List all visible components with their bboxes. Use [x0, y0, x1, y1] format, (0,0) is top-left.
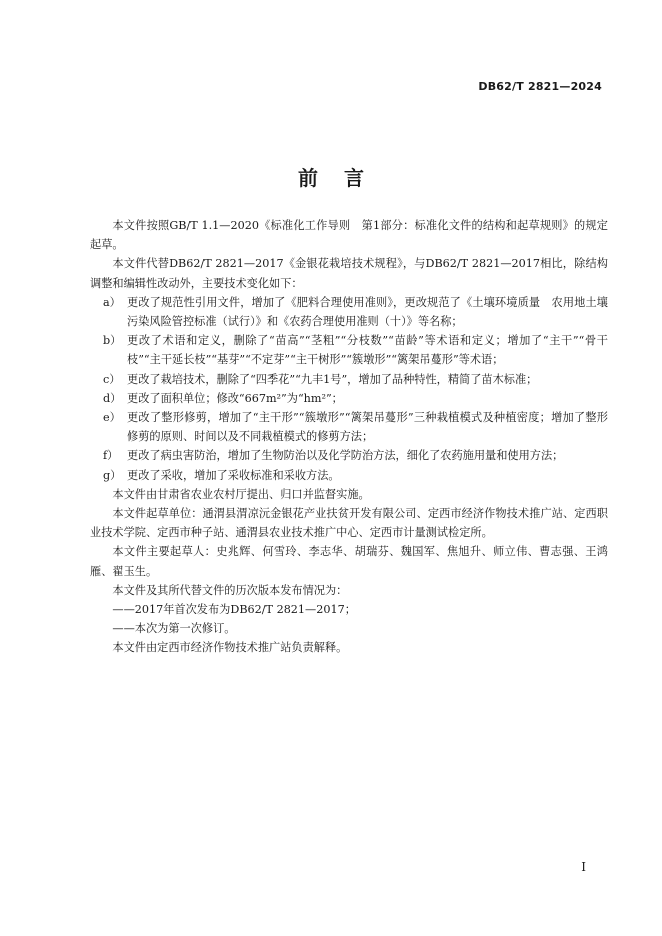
list-item-text: 更改了整形修剪，增加了“主干形”“簇墩形”“篱架吊蔓形”三种栽植模式及种植密度；增加了整形修剪的原则、时间以及不同栽植模式的修剪方法； — [127, 411, 608, 444]
page-number: I — [581, 860, 586, 874]
list-marker: e） — [103, 411, 121, 425]
list-item — [90, 446, 608, 465]
document-body — [90, 216, 608, 658]
list-marker: a） — [103, 295, 121, 309]
list-item — [90, 331, 608, 369]
list-item — [90, 370, 608, 389]
list-item-text: 更改了采收，增加了采收标准和采收方法。 — [127, 468, 340, 482]
list-item-text: 更改了术语和定义，删除了“苗高”“茎粗”“分枝数”“苗龄”等术语和定义；增加了“主干”“骨干枝”“主干延长枝”“基芽”“不定芽”“主干树形”“簇墩形”“篱架吊蔓形”等术语； — [127, 334, 608, 367]
list-item-text: 更改了栽培技术，删除了“四季花”“九丰1号”，增加了品种特性，精简了苗木标准； — [127, 372, 538, 386]
list-marker: b） — [103, 334, 122, 348]
change-list — [90, 293, 608, 485]
list-marker: g） — [103, 468, 122, 482]
list-marker: d） — [103, 391, 122, 405]
paragraph-drafting-units: 本文件起草单位：通渭县渭凉沅金银花产业扶贫开发有限公司、定西市经济作物技术推广站、定西职业技术学院、定西市种子站、通渭县农业技术推广中心、定西市计量测试检定所。 — [90, 507, 608, 540]
standard-code: DB62/T 2821—2024 — [478, 80, 602, 93]
paragraph-proposer: 本文件由甘肃省农业农村厅提出、归口并监督实施。 — [112, 487, 370, 501]
list-marker: c） — [103, 372, 121, 386]
paragraph-version-history: 本文件及其所代替文件的历次版本发布情况为： — [112, 583, 348, 597]
paragraph-drafters: 本文件主要起草人：史兆辉、何雪玲、李志华、胡瑞芬、魏国军、焦旭升、师立伟、曹志强、王鸿雁、翟玉生。 — [90, 545, 608, 578]
list-item-text: 更改了面积单位；修改“667m²”为“hm²”； — [127, 391, 343, 405]
paragraph-drafting-rules: 本文件按照GB/T 1.1—2020《标准化工作导则 第1部分：标准化文件的结构和起草规则》的规定起草。 — [90, 219, 608, 252]
list-item — [90, 293, 608, 331]
list-marker: f） — [103, 449, 119, 463]
page-title: 前言 — [298, 166, 390, 190]
paragraph-replacement: 本文件代替DB62/T 2821—2017《金银花栽培技术规程》，与DB62/T 2821—2017相比，除结构调整和编辑性改动外，主要技术变化如下： — [90, 257, 608, 290]
paragraph-history-2017: ——2017年首次发布为DB62/T 2821—2017； — [112, 603, 356, 617]
list-item — [90, 408, 608, 446]
paragraph-history-current: ——本次为第一次修订。 — [112, 622, 236, 636]
list-item — [90, 389, 608, 408]
paragraph-interpretation: 本文件由定西市经济作物技术推广站负责解释。 — [112, 641, 348, 655]
list-item-text: 更改了病虫害防治，增加了生物防治以及化学防治方法，细化了农药施用量和使用方法； — [127, 449, 564, 463]
list-item — [90, 466, 608, 485]
list-item-text: 更改了规范性引用文件，增加了《肥料合理使用准则》，更改规范了《土壤环境质量 农用地土壤污染风险管控标准（试行）》和《农药合理使用准则（十）》等名称； — [127, 295, 608, 329]
